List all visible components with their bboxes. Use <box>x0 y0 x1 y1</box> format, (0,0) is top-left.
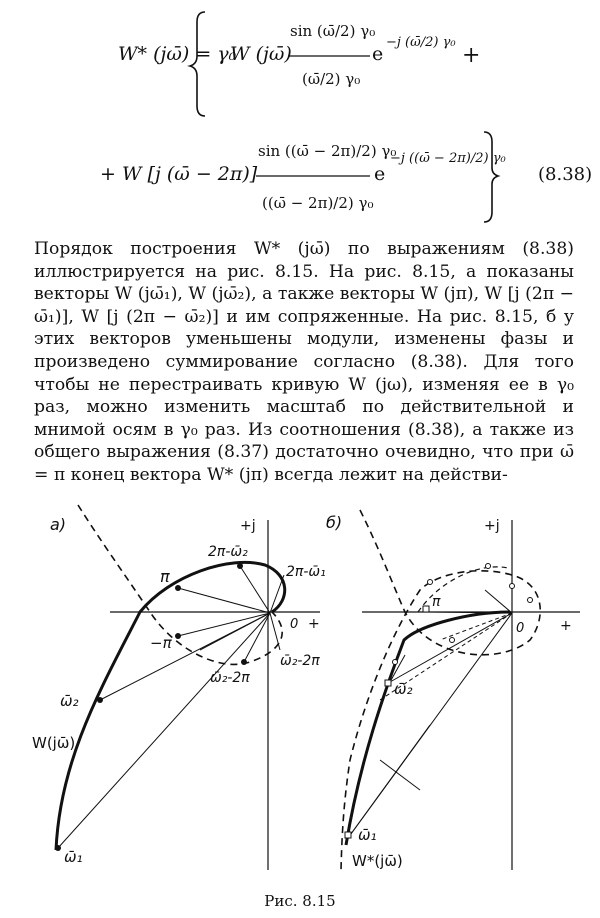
panel-b-marker-pi <box>423 606 429 612</box>
formula-line2-prefix: + W [j (ω̄ − 2π)] <box>100 163 258 185</box>
panel-b-axis-plus: + <box>560 618 572 634</box>
panel-b-dot-4 <box>528 598 533 603</box>
panel-a-axis-j: +j <box>240 518 256 534</box>
panel-a-label-minus-pi: −π <box>150 634 172 652</box>
panel-b-dot-2 <box>486 564 491 569</box>
figure-8-15 <box>0 500 600 890</box>
paragraph-text: Порядок построения W* (jω̄) по выражениям (8.38) иллюстрируется на рис. 8.15. На рис. 8.15, а показаны векторы W (jω̄₁), W (jω̄₂), а также векторы W (jπ), W [j (2π − ω̄₁)], W [j (2π − ω̄₂)] и им сопряженные. На рис. 8.15, б у этих векторов уменьшены модули, изменены фазы и произведено суммирование согласно (8.38). Для того чтобы не перестраивать кривую W (jω), изменяя ее в γ₀ раз, можно изменить масштаб по действительной и мнимой осям в γ₀ раз. Из соотношения (8.38), а также из общего выражения (8.37) достаточно очевидно, что при ω̄ = π конец вектора W* (jπ) всегда лежит на действи- <box>34 239 574 485</box>
panel-a-point-minus-pi <box>175 633 181 639</box>
exp-base-1: e <box>372 43 384 65</box>
panel-a-point-2pi-w2 <box>237 563 243 569</box>
panel-b-axis-j: +j <box>484 518 500 534</box>
figure-caption: Рис. 8.15 <box>264 892 336 910</box>
exp-base-2: e <box>374 163 386 185</box>
vector-minus-pi <box>178 613 270 636</box>
panel-a-label: а) <box>50 515 67 534</box>
panel-b-marker-w1 <box>345 832 351 838</box>
panel-a-point-w2-2pi <box>241 659 247 665</box>
exp-1: −j (ω̄/2) γ₀ <box>386 35 456 50</box>
formula-plus: + <box>462 43 481 68</box>
panel-b-label-pi: π <box>432 594 441 610</box>
vector-extra <box>200 613 270 650</box>
panel-a-axis-plus: + <box>308 616 320 632</box>
panel-b <box>326 510 580 870</box>
panel-b-marker-w2 <box>385 680 391 686</box>
formula-term1-prefix: W (jω̄) <box>230 43 292 65</box>
panel-a-label-2pi-w2: 2π-ω̄₂ <box>208 544 248 560</box>
panel-a <box>32 505 326 870</box>
panel-a-point-w2 <box>97 697 103 703</box>
panel-b-label-w1: ω̄₁ <box>358 826 377 844</box>
panel-a-label-w2: ω̄₂ <box>60 692 79 710</box>
formula-line2-denominator: ((ω̄ − 2π)/2) γ₀ <box>262 194 374 212</box>
formula-line2-numerator: sin ((ω̄ − 2π)/2) γ₀ <box>258 142 397 160</box>
panel-b-dot-5 <box>450 638 455 643</box>
right-brace <box>484 132 498 222</box>
panel-a-curve-label: W(jω̄) <box>32 734 76 752</box>
panel-b-dot-6 <box>393 660 398 665</box>
exp-2: −j ((ω̄ − 2π)/2) γ₀ <box>390 151 506 166</box>
panel-b-label: б) <box>326 513 343 532</box>
formula-8-38 <box>0 0 600 232</box>
formula-lhs: W* (jω̄) = γ₀ <box>118 43 237 65</box>
panel-b-line-a <box>485 590 512 613</box>
panel-a-label-2pi-w1: 2π-ω̄₁ <box>286 564 326 580</box>
panel-b-label-w2: ω̄₂ <box>394 680 413 698</box>
panel-a-curve-w <box>56 562 285 850</box>
panel-b-origin: 0 <box>516 621 525 636</box>
panel-a-origin: 0 <box>290 617 299 632</box>
panel-b-line-w2 <box>390 613 512 682</box>
panel-a-label-pi: π <box>160 567 170 586</box>
panel-a-label-w1: ω̄₁ <box>64 848 83 866</box>
vector-w1-2pi <box>270 613 280 650</box>
panel-b-curve-label: W*(jω̄) <box>352 852 403 870</box>
panel-b-line-b <box>440 613 512 640</box>
body-paragraph <box>34 238 574 487</box>
panel-b-dot-3 <box>510 584 515 589</box>
equation-number: (8.38) <box>538 164 593 185</box>
panel-a-point-pi <box>175 585 181 591</box>
formula-line1-numerator: sin (ω̄/2) γ₀ <box>290 22 376 40</box>
panel-b-curve-dashed <box>341 510 540 870</box>
panel-a-label-w2-2pi-right: ω̄₂-2π <box>280 653 320 669</box>
panel-a-label-w2-2pi-low: ω̄₂-2π <box>210 670 250 686</box>
panel-b-dot-1 <box>428 580 433 585</box>
formula-line1-denominator: (ω̄/2) γ₀ <box>302 70 361 88</box>
panel-a-point-w1 <box>55 845 61 851</box>
